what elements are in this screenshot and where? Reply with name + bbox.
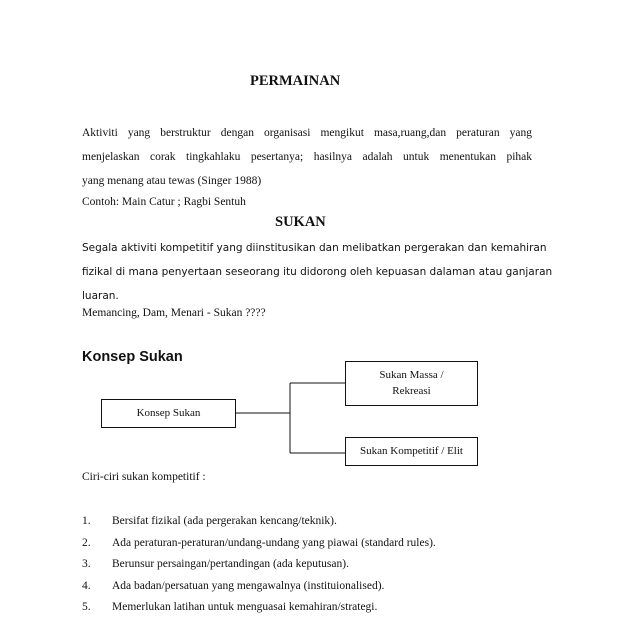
diagram-branch-bottom-label: Sukan Kompetitif / Elit xyxy=(360,445,463,457)
list-item-number: 3. xyxy=(82,558,91,570)
diagram-root-box xyxy=(101,399,236,428)
list-item-text: Ada badan/persatuan yang mengawalnya (instituionalised). xyxy=(112,580,385,592)
diagram-branch-bottom-box xyxy=(345,437,478,466)
permainan-example: Contoh: Main Catur ; Ragbi Sentuh xyxy=(82,196,246,208)
permainan-definition-line-2: menjelaskan corak tingkahlaku pesertanya; hasilnya adalah untuk menentukan pihak xyxy=(82,151,532,163)
list-item-number: 5. xyxy=(82,601,91,613)
list-item-number: 4. xyxy=(82,580,91,592)
permainan-definition-line-3: yang menang atau tewas (Singer 1988) xyxy=(82,175,262,187)
diagram-branch-top-line-2: Rekreasi xyxy=(392,385,431,397)
sukan-definition-line-3: luaran. xyxy=(82,290,119,302)
konsep-title: Konsep Sukan xyxy=(82,349,183,365)
list-item-text: Bersifat fizikal (ada pergerakan kencang/teknik). xyxy=(112,515,337,527)
list-item-text: Memerlukan latihan untuk menguasai kemahiran/strategi. xyxy=(112,601,378,613)
permainan-title: PERMAINAN xyxy=(250,73,341,89)
list-item-text: Berunsur persaingan/pertandingan (ada keputusan). xyxy=(112,558,349,570)
diagram-root-label: Konsep Sukan xyxy=(136,407,201,419)
permainan-definition-line-1: Aktiviti yang berstruktur dengan organisasi mengikut masa,ruang,dan peraturan yang xyxy=(82,127,532,139)
list-item-number: 2. xyxy=(82,537,91,549)
sukan-definition-line-1: Segala aktiviti kompetitif yang diinstitusikan dan melibatkan pergerakan dan kemahiran xyxy=(82,242,547,254)
diagram-branch-top-box xyxy=(345,361,478,406)
diagram-branch-top-line-1: Sukan Massa / xyxy=(379,369,444,381)
sukan-title: SUKAN xyxy=(275,214,326,230)
list-item-text: Ada peraturan-peraturan/undang-undang yang piawai (standard rules). xyxy=(112,537,436,549)
sukan-definition-line-2: fizikal di mana penyertaan seseorang itu didorong oleh kepuasan dalaman atau ganjaran xyxy=(82,266,553,278)
ciri-intro: Ciri-ciri sukan kompetitif : xyxy=(82,471,206,483)
list-item-number: 1. xyxy=(82,515,91,527)
sukan-question: Memancing, Dam, Menari - Sukan ???? xyxy=(82,307,266,319)
